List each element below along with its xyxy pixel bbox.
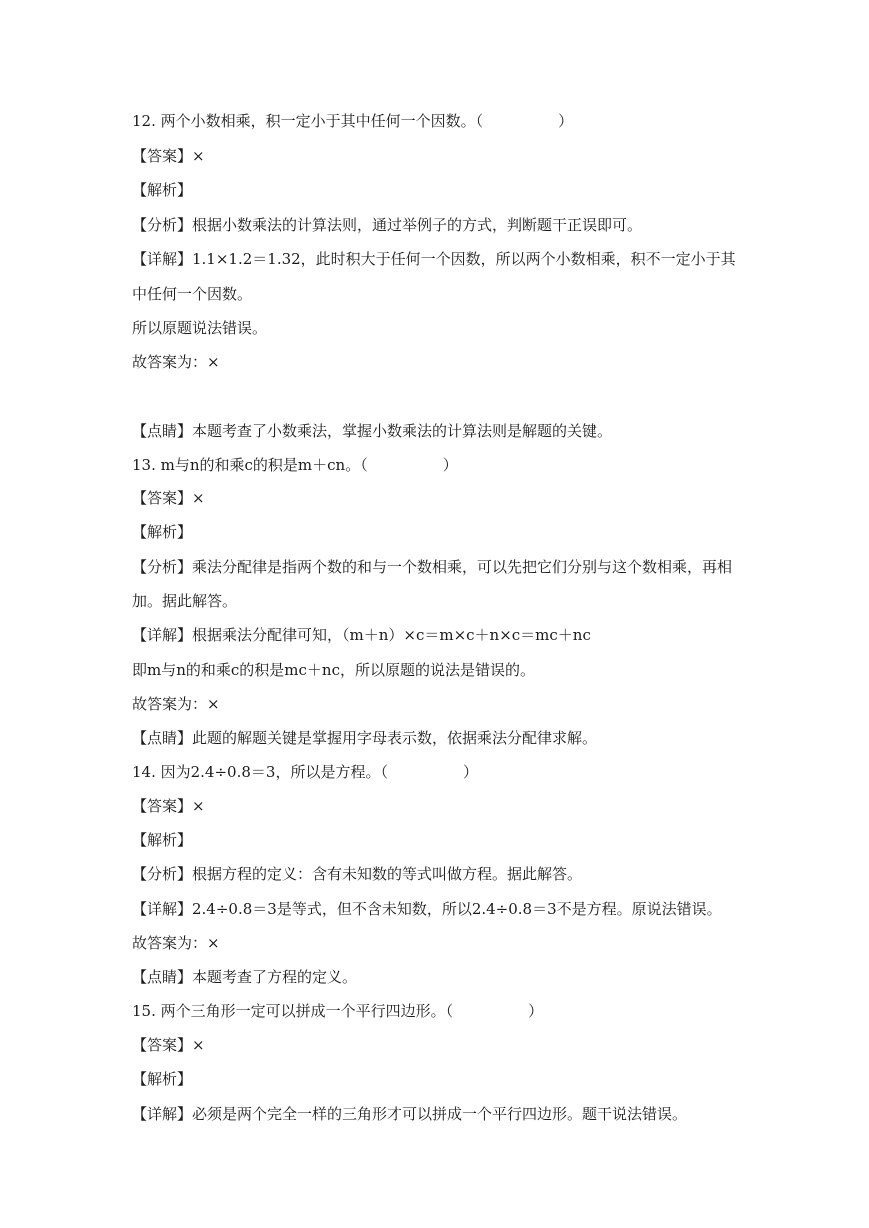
analysis-label: 【解析】 <box>132 523 193 541</box>
analysis-fenxi-cont: 加。据此解答。 <box>132 592 238 610</box>
final-answer: 故答案为：× <box>132 695 220 713</box>
answer-label: 【答案】× <box>132 489 205 507</box>
analysis-fenxi: 【分析】根据小数乘法的计算法则，通过举例子的方式，判断题干正误即可。 <box>132 216 643 234</box>
question-12-text: 12. 两个小数相乘，积一定小于其中任何一个因数。（ ） <box>132 112 574 130</box>
final-answer: 故答案为：× <box>132 353 220 371</box>
analysis-dianjing: 【点睛】本题考查了小数乘法，掌握小数乘法的计算法则是解题的关键。 <box>132 422 613 440</box>
analysis-xiangjie: 【详解】必须是两个完全一样的三角形才可以拼成一个平行四边形。题干说法错误。 <box>132 1105 688 1123</box>
analysis-dianjing: 【点睛】此题的解题关键是掌握用字母表示数，依据乘法分配律求解。 <box>132 729 598 747</box>
analysis-dianjing: 【点睛】本题考查了方程的定义。 <box>132 968 358 986</box>
question-13-text: 13. m与n的和乘c的积是m＋cn。（ ） <box>132 456 458 474</box>
answer-label: 【答案】× <box>132 1036 205 1054</box>
answer-label: 【答案】× <box>132 797 205 815</box>
analysis-xiangjie: 【详解】根据乘法分配律可知，（m＋n）×c＝m×c＋n×c＝mc＋nc <box>132 626 591 644</box>
analysis-xiangjie: 【详解】1.1×1.2＝1.32，此时积大于任何一个因数，所以两个小数相乘，积不一定小于其 <box>132 250 736 268</box>
analysis-xiangjie-cont: 中任何一个因数。 <box>132 285 253 303</box>
analysis-label: 【解析】 <box>132 1070 193 1088</box>
final-answer: 故答案为：× <box>132 934 220 952</box>
question-14-text: 14. 因为2.4÷0.8＝3，所以是方程。（ ） <box>132 763 478 781</box>
analysis-label: 【解析】 <box>132 831 193 849</box>
analysis-fenxi: 【分析】乘法分配律是指两个数的和与一个数相乘，可以先把它们分别与这个数相乘，再相 <box>132 558 733 576</box>
analysis-conclusion: 即m与n的和乘c的积是mc＋nc，所以原题的说法是错误的。 <box>132 661 535 679</box>
analysis-xiangjie: 【详解】2.4÷0.8＝3是等式，但不含未知数，所以2.4÷0.8＝3不是方程。原说法错误。 <box>132 900 722 918</box>
question-15-text: 15. 两个三角形一定可以拼成一个平行四边形。（ ） <box>132 1002 544 1020</box>
answer-label: 【答案】× <box>132 147 205 165</box>
analysis-conclusion: 所以原题说法错误。 <box>132 319 268 337</box>
analysis-label: 【解析】 <box>132 181 193 199</box>
analysis-fenxi: 【分析】根据方程的定义：含有未知数的等式叫做方程。据此解答。 <box>132 865 583 883</box>
